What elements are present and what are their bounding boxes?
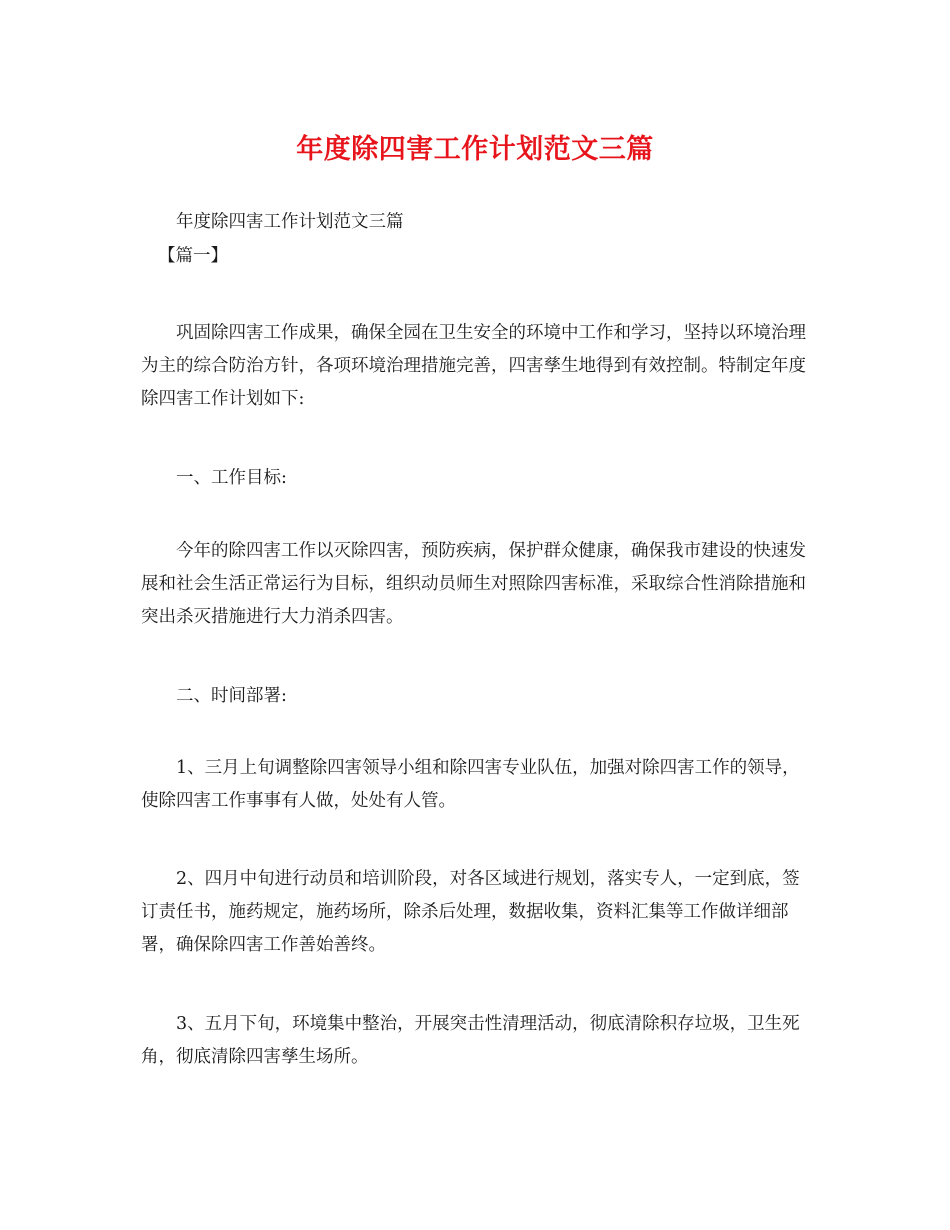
intro-paragraph: 巩固除四害工作成果，确保全园在卫生安全的环境中工作和学习，坚持以环境治理为主的综合防治方针，各项环境治理措施完善，四害孳生地得到有效控制。特制定年度除四害工作计划如下: [141, 323, 806, 409]
heading-time-schedule: 二、时间部署: [176, 686, 287, 706]
document-subtitle: 年度除四害工作计划范文三篇 [176, 212, 404, 232]
document-title: 年度除四害工作计划范文三篇 [296, 134, 654, 165]
schedule-item-2: 2、四月中旬进行动员和培训阶段，对各区域进行规划，落实专人，一定到底，签订责任书，施药规定，施药场所，除杀后处理，数据收集，资料汇集等工作做详细部署，确保除四害工作善始善终。 [141, 869, 800, 955]
work-goal-paragraph: 今年的除四害工作以灭除四害，预防疾病，保护群众健康，确保我市建设的快速发展和社会生活正常运行为目标，组织动员师生对照除四害标准，采取综合性消除措施和突出杀灭措施进行大力消杀四害。 [141, 541, 806, 627]
heading-work-goal: 一、工作目标: [176, 468, 287, 488]
schedule-item-1: 1、三月上旬调整除四害领导小组和除四害专业队伍，加强对除四害工作的领导，使除四害工作事事有人做，处处有人管。 [141, 758, 800, 811]
schedule-item-3: 3、五月下旬，环境集中整治，开展突击性清理活动，彻底清除积存垃圾，卫生死角，彻底清除四害孳生场所。 [141, 1014, 800, 1067]
section-label: 【篇一】 [158, 246, 228, 266]
